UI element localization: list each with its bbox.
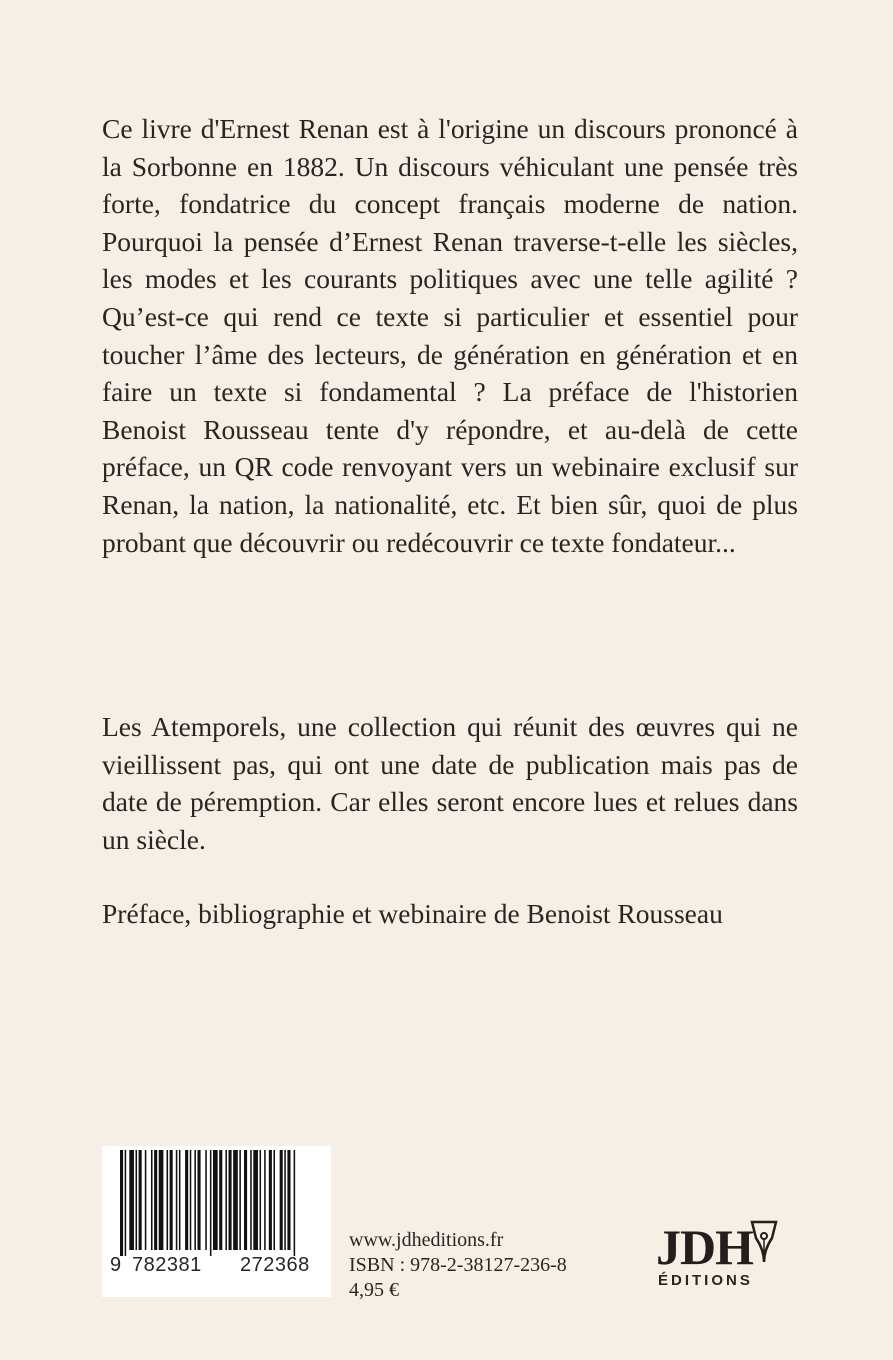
barcode-icon bbox=[102, 1150, 331, 1256]
barcode-digits-left: 782381 bbox=[132, 1254, 202, 1276]
isbn-number: ISBN : 978-2-38127-236-8 bbox=[349, 1254, 567, 1276]
blurb-paragraph-2-text: Les Atemporels, une collection qui réunit des œuvres qui ne vieillissent pas, qui ont une date de publication mais pas de date de péremption. Car elles seront encore lues et relues dans un siècle. bbox=[102, 711, 798, 855]
logo-subtitle: ÉDITIONS bbox=[658, 1272, 753, 1289]
publisher-info bbox=[349, 1228, 567, 1303]
publisher-logo bbox=[652, 1218, 782, 1298]
barcode bbox=[102, 1146, 331, 1297]
barcode-digits-right: 272368 bbox=[240, 1254, 310, 1276]
blurb-paragraph-1 bbox=[102, 110, 798, 561]
price: 4,95 € bbox=[349, 1279, 399, 1301]
blurb-credits-text: Préface, bibliographie et webinaire de Benoist Rousseau bbox=[102, 898, 723, 929]
blurb-paragraph-2 bbox=[102, 708, 798, 858]
logo-letters: JDH bbox=[656, 1219, 753, 1275]
blurb-paragraph-1-text: Ce livre d'Ernest Renan est à l'origine un discours prononcé à la Sorbonne en 1882. Un discours véhiculant une pensée très forte, fondatrice du concept français moderne de nation. Pourquoi la pensée d’Ernest Renan traverse-t-elle les siècles, les modes et les courants politiques avec une telle agilité ? Qu’est-ce qui rend ce texte si particulier et essentiel pour toucher l’âme des lecteurs, de génération en génération et en faire un texte si fondamental ? La préface de l'historien Benoist Rousseau tente d'y répondre, et au-delà de cette préface, un QR code renvoyant vers un webinaire exclusif sur Renan, la nation, la nationalité, etc. Et bien sûr, quoi de plus probant que découvrir ou redécouvrir ce texte fondateur... bbox=[102, 113, 798, 558]
blurb-credits bbox=[102, 895, 798, 933]
fountain-pen-nib-icon bbox=[748, 1220, 780, 1264]
publisher-website[interactable]: www.jdheditions.fr bbox=[349, 1229, 504, 1251]
barcode-digit-first: 9 bbox=[110, 1254, 122, 1276]
